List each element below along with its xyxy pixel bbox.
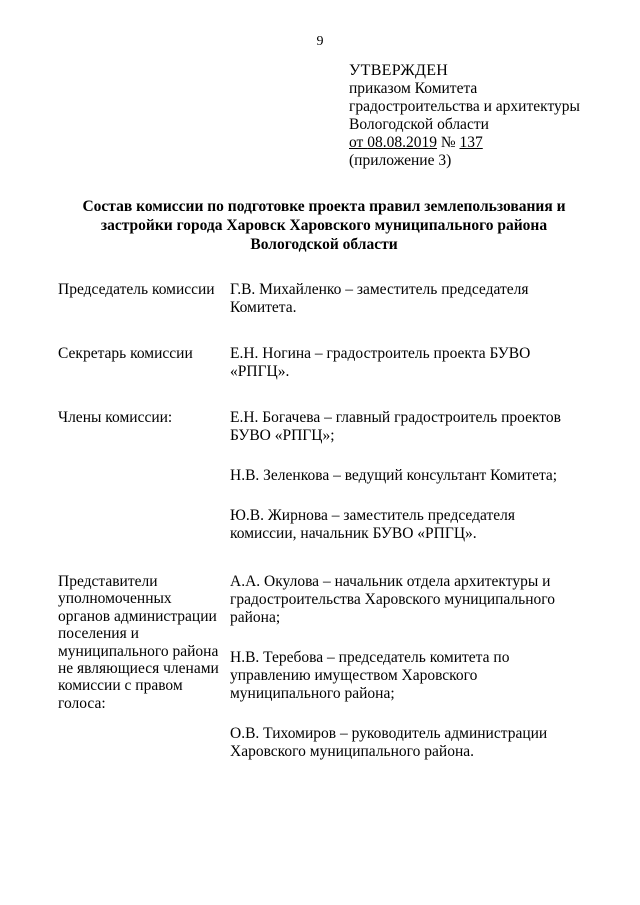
approval-line: приказом Комитета — [349, 80, 478, 97]
role-label — [58, 409, 230, 565]
person-entry — [230, 345, 598, 381]
person-line: района; — [230, 609, 281, 626]
person-list — [230, 573, 598, 783]
person-entry — [230, 281, 598, 317]
person-list — [230, 345, 598, 403]
appendix-label: (приложение 3) — [349, 152, 452, 169]
person-line: муниципального района; — [230, 685, 395, 702]
person-list — [230, 409, 598, 565]
role-line: Председатель комиссии — [58, 281, 215, 298]
person-line: Н.В. Зеленкова – ведущий консультант Комитета; — [230, 467, 558, 484]
title-line: Вологодской области — [250, 236, 398, 253]
person-line: Е.Н. Богачева – главный градостроитель проектов — [230, 409, 561, 426]
person-entry — [230, 649, 598, 703]
order-number: 137 — [459, 134, 483, 151]
person-entry — [230, 573, 598, 627]
person-list — [230, 281, 598, 339]
person-line: А.А. Окулова – начальник отдела архитектуры и — [230, 573, 551, 590]
approval-heading: УТВЕРЖДЕН — [349, 62, 449, 79]
role-line: Члены комиссии: — [58, 409, 173, 426]
approval-line: Вологодской области — [349, 116, 489, 133]
person-line: Е.Н. Ногина – градостроитель проекта БУВО — [230, 345, 531, 362]
order-date-prefix: от — [349, 134, 368, 151]
person-line: О.В. Тихомиров – руководитель администрации — [230, 725, 548, 742]
role-label — [58, 573, 230, 783]
person-line: Комитета. — [230, 299, 297, 316]
person-line: Ю.В. Жирнова – заместитель председателя — [230, 507, 515, 524]
role-line: не являющиеся членами — [58, 660, 219, 678]
order-number-label: № — [436, 134, 460, 151]
role-label — [58, 281, 230, 339]
approval-block — [349, 62, 580, 170]
title-line: Состав комиссии по подготовке проекта правил землепользования и — [82, 198, 566, 215]
person-entry — [230, 507, 598, 543]
person-line: Харовского муниципального района. — [230, 743, 474, 760]
person-line: «РПГЦ». — [230, 363, 290, 380]
commission-members — [58, 281, 598, 783]
title-line: застройки города Харовск Харовского муниципального района — [100, 217, 548, 234]
section-representatives — [58, 573, 598, 783]
role-line: уполномоченных — [58, 590, 172, 608]
role-line: Представители — [58, 573, 158, 590]
role-label — [58, 345, 230, 403]
person-entry — [230, 409, 598, 445]
person-line: градостроительства Харовского муниципального — [230, 591, 556, 608]
role-line: голоса: — [58, 694, 106, 712]
person-line: комиссии, начальник БУВО «РПГЦ». — [230, 525, 477, 542]
person-line: Г.В. Михайленко – заместитель председателя — [230, 281, 529, 298]
person-line: Н.В. Теребова – председатель комитета по — [230, 649, 510, 666]
page-number: 9 — [316, 34, 324, 49]
role-line: органов администрации — [58, 607, 217, 625]
person-line: управлению имуществом Харовского — [230, 667, 478, 684]
role-line: комиссии с правом — [58, 677, 183, 695]
section-chairman — [58, 281, 598, 339]
section-secretary — [58, 345, 598, 403]
document-title — [60, 197, 588, 254]
person-entry — [230, 725, 598, 761]
order-date: 08.08.2019 — [367, 134, 437, 151]
order-reference — [349, 134, 580, 152]
approval-line: градостроительства и архитектуры — [349, 98, 580, 115]
person-entry — [230, 467, 598, 485]
section-members — [58, 409, 598, 565]
person-line: БУВО «РПГЦ»; — [230, 427, 335, 444]
role-line: Секретарь комиссии — [58, 345, 193, 362]
role-line: муниципального района — [58, 642, 219, 660]
role-line: поселения и — [58, 625, 139, 643]
